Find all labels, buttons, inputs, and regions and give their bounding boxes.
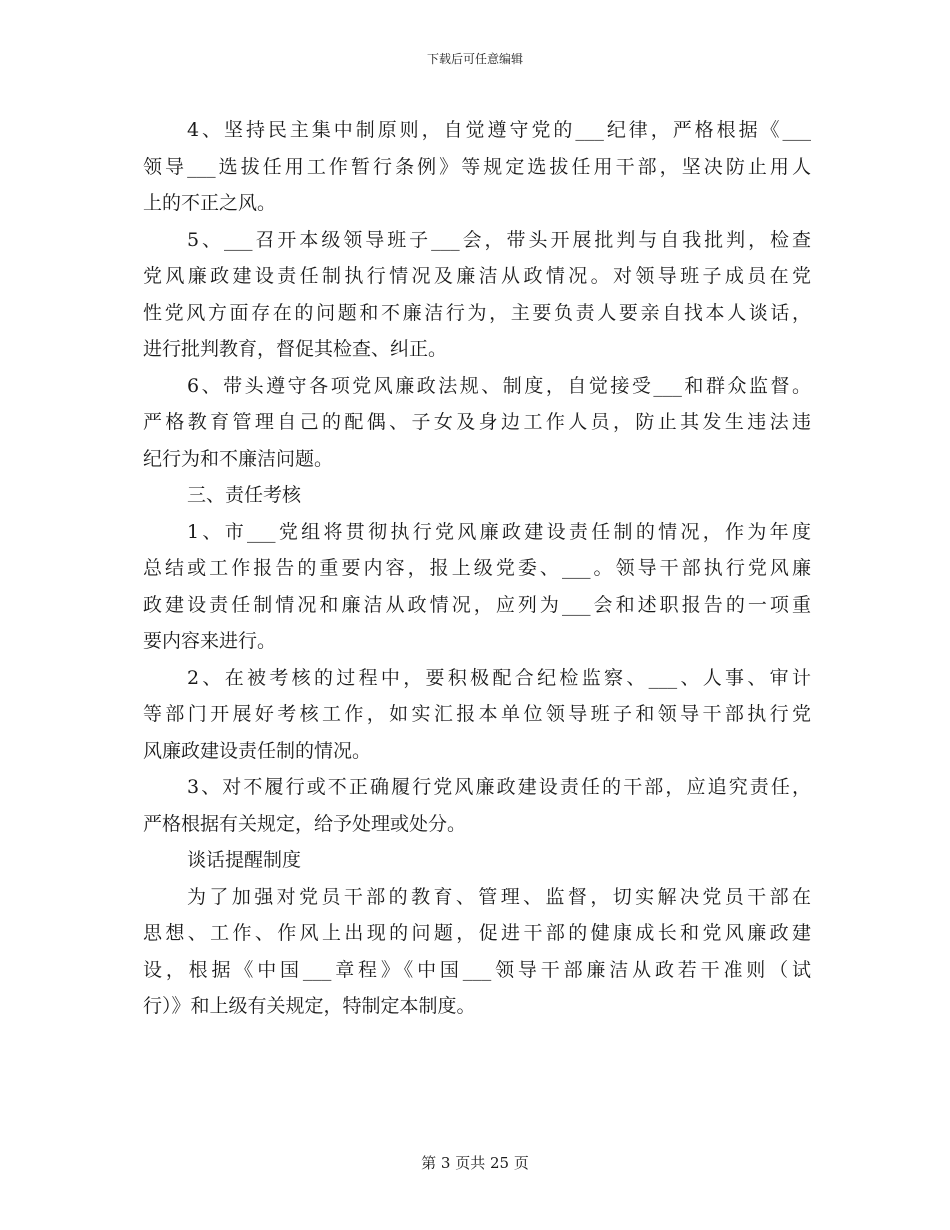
paragraph-item-6 [143,368,811,478]
section-heading: 谈话提醒制度 [187,849,302,871]
text-line: 党风廉政建设责任制执行情况及廉洁从政情况。对领导班子成员在党 [143,265,811,287]
document-body [143,112,811,1025]
paragraph-item-2 [143,660,811,770]
text-line: 设，根据《中国___章程》《中国___领导干部廉洁从政若干准则（试 [143,958,811,981]
text-line: 总结或工作报告的重要内容，报上级党委、___。领导干部执行党风廉 [143,557,811,579]
text-line: 6、带头遵守各项党风廉政法规、制度，自觉接受___和群众监督。 [187,374,811,397]
text-line: 行）》和上级有关规定，特制定本制度。 [143,995,476,1017]
text-line: 等部门开展好考核工作，如实汇报本单位领导班子和领导干部执行党 [143,703,811,725]
text-line: 4、坚持民主集中制原则，自觉遵守党的___纪律，严格根据《___ [187,119,811,141]
page-number: 第 3 页共 25 页 [421,1154,529,1172]
paragraph-item-3 [143,769,811,842]
text-line: 风廉政建设责任制的情况。 [143,739,372,762]
text-line: 性党风方面存在的问题和不廉洁行为，主要负责人要亲自找本人谈话， [143,301,811,324]
text-line: 2、在被考核的过程中，要积极配合纪检监察、___、人事、审计 [187,666,811,689]
text-line: 5、___召开本级领导班子___会，带头开展批判与自我批判，检查 [187,228,811,251]
text-line: 1、市___党组将贯彻执行党风廉政建设责任制的情况，作为年度 [187,520,811,543]
text-line: 纪行为和不廉洁问题。 [143,447,334,470]
text-line: 要内容来进行。 [143,630,277,652]
text-line: 严格教育管理自己的配偶、子女及身边工作人员，防止其发生违法违 [143,411,811,433]
text-line: 上的不正之风。 [143,192,277,214]
paragraph-item-1 [143,514,811,660]
text-line: 思想、工作、作风上出现的问题，促进干部的健康成长和党风廉政建 [143,922,811,944]
text-line: 政建设责任制情况和廉洁从政情况，应列为___会和述职报告的一项重 [143,593,811,616]
text-line: 严格根据有关规定，给予处理或处分。 [143,812,467,835]
text-line: 领导___选拔任用工作暂行条例》等规定选拔任用干部，坚决防止用人 [143,155,811,178]
section-heading: 三、责任考核 [187,484,302,506]
text-line: 为了加强对党员干部的教育、管理、监督，切实解决党员干部在 [187,885,811,908]
paragraph-item-4 [143,112,811,222]
paragraph-item-5 [143,222,811,368]
page-header-note: 下载后可任意编辑 [426,52,523,66]
text-line: 3、对不履行或不正确履行党风廉政建设责任的干部，应追究责任， [187,776,811,798]
text-line: 进行批判教育，督促其检查、纠正。 [143,338,448,360]
paragraph-intro [143,879,811,1025]
